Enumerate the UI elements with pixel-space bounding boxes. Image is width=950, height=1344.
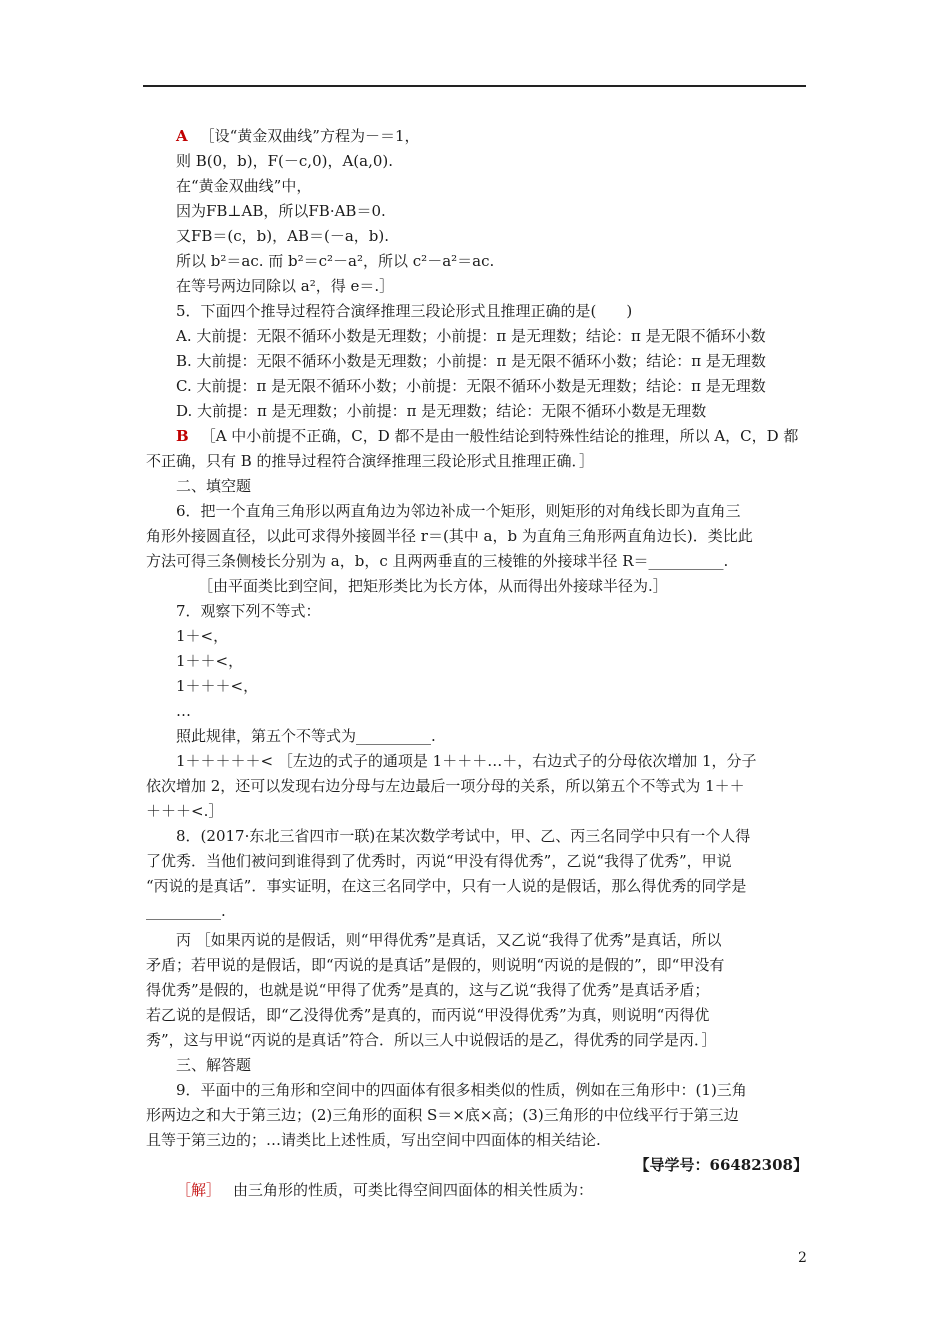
q7-ask: 照此规律，第五个不等式为__________. — [176, 727, 436, 745]
q8-line: __________. — [146, 902, 226, 920]
section-heading: 三、解答题 — [176, 1056, 252, 1074]
q4-line: 则 B(0，b)，F(－c,0)，A(a,0). — [176, 152, 394, 170]
q9-line: 且等于第三边的；…请类比上述性质，写出空间中四面体的相关结论. — [146, 1131, 601, 1149]
guide-number: 【导学号：66482308】 — [634, 1156, 808, 1174]
q5-answer-line — [176, 424, 808, 449]
q9-line: 形两边之和大于第三边；(2)三角形的面积 S＝×底×高；(3)三角形的中位线平行于第三边 — [146, 1106, 739, 1124]
q6-line: 方法可得三条侧棱长分别为 a，b，c 且两两垂直的三棱锥的外接球半径 R＝__________. — [146, 552, 729, 570]
q8-answer-line: 得优秀”是假的，也就是说“甲得了优秀”是真的，这与乙说“我得了优秀”是真话矛盾； — [146, 981, 710, 999]
q8-answer-line: 矛盾；若甲说的是假话，即“丙说的是真话”是假的，则说明“丙说的是假的”，即“甲没有 — [146, 956, 725, 974]
document-body — [146, 124, 808, 1203]
q5-stem: 5．下面四个推导过程符合演绎推理三段论形式且推理正确的是( ) — [176, 302, 633, 320]
q7-stem: 7．观察下列不等式： — [176, 602, 321, 620]
q9-solution — [176, 1178, 808, 1203]
header-rule — [143, 85, 806, 87]
q8-answer-line: 丙 ［如果丙说的是假话，则“甲得优秀”是真话，又乙说“我得了优秀”是真话，所以 — [176, 931, 722, 949]
q5-explain: ［A 中小前提不正确，C，D 都不是由一般性结论到特殊性结论的推理，所以 A，C，D 都 — [200, 427, 799, 445]
answer-letter: B — [176, 427, 189, 445]
q6-line: 6．把一个直角三角形以两直角边为邻边补成一个矩形，则矩形的对角线长即为直角三 — [176, 502, 741, 520]
q6-line: 角形外接圆直径，以此可求得外接圆半径 r＝(其中 a，b 为直角三角形两直角边长)．类比此 — [146, 527, 753, 545]
q7-item: 1＋＋＋<， — [176, 677, 259, 695]
q7-answer-line: ＋＋＋<.］ — [146, 802, 224, 820]
q4-line: 所以 b²＝ac. 而 b²＝c²－a²，所以 c²－a²＝ac. — [176, 252, 495, 270]
q8-line: 了优秀．当他们被问到谁得到了优秀时，丙说“甲没有得优秀”，乙说“我得了优秀”，甲说 — [146, 852, 732, 870]
q7-item: 1＋<， — [176, 627, 229, 645]
q4-line: 在等号两边同除以 a²，得 e＝.］ — [176, 277, 395, 295]
q5-option-d: D. 大前提：π 是无理数；小前提：π 是无理数；结论：无限不循环小数是无理数 — [176, 402, 707, 420]
section-heading: 二、填空题 — [176, 477, 252, 495]
solution-tag: ［解］ — [176, 1181, 222, 1199]
q8-answer-line: 若乙说的是假话，即“乙没得优秀”是真的，而丙说“甲没得优秀”为真，则说明“丙得优 — [146, 1006, 710, 1024]
q7-item: … — [176, 702, 191, 720]
q7-answer-line: 依次增加 2，还可以发现右边分母与左边最后一项分母的关系，所以第五个不等式为 1＋＋ — [146, 777, 745, 795]
q6-answer: ［由平面类比到空间，把矩形类比为长方体，从而得出外接球半径为.］ — [198, 577, 668, 595]
q4-line: 在“黄金双曲线”中， — [176, 177, 312, 195]
q4-text: ［设“黄金双曲线”方程为－＝1， — [199, 127, 420, 145]
page-number: 2 — [798, 1250, 807, 1266]
q8-line: “丙说的是真话”．事实证明，在这三名同学中，只有一人说的是假话，那么得优秀的同学是 — [146, 877, 747, 895]
q5-option-c: C. 大前提：π 是无限不循环小数；小前提：无限不循环小数是无理数；结论：π 是无理数 — [176, 377, 766, 395]
solution-text: 由三角形的性质，可类比得空间四面体的相关性质为： — [233, 1181, 594, 1199]
q5-option-b: B. 大前提：无限不循环小数是无理数；小前提：π 是无限不循环小数；结论：π 是无理数 — [176, 352, 766, 370]
q9-line: 9．平面中的三角形和空间中的四面体有很多相类似的性质，例如在三角形中：(1)三角 — [176, 1081, 747, 1099]
q4-answer-line — [176, 124, 808, 149]
q7-answer-line: 1＋＋＋＋＋< ［左边的式子的通项是 1＋＋＋…＋，右边式子的分母依次增加 1，分子 — [176, 752, 757, 770]
q5-explain-cont: 不正确，只有 B 的推导过程符合演绎推理三段论形式且推理正确．］ — [146, 452, 595, 470]
q8-line: 8．(2017·东北三省四市一联)在某次数学考试中，甲、乙、丙三名同学中只有一个人得 — [176, 827, 751, 845]
q4-line: 因为FB⊥AB，所以FB·AB＝0. — [176, 202, 386, 220]
q8-answer-line: 秀”，这与甲说“丙说的是真话”符合．所以三人中说假话的是乙，得优秀的同学是丙．］ — [146, 1031, 717, 1049]
answer-letter: A — [176, 127, 188, 145]
q5-option-a: A. 大前提：无限不循环小数是无理数；小前提：π 是无理数；结论：π 是无限不循环小数 — [176, 327, 766, 345]
q7-item: 1＋＋<， — [176, 652, 244, 670]
q4-line: 又FB＝(c，b)，AB＝(－a，b). — [176, 227, 390, 245]
